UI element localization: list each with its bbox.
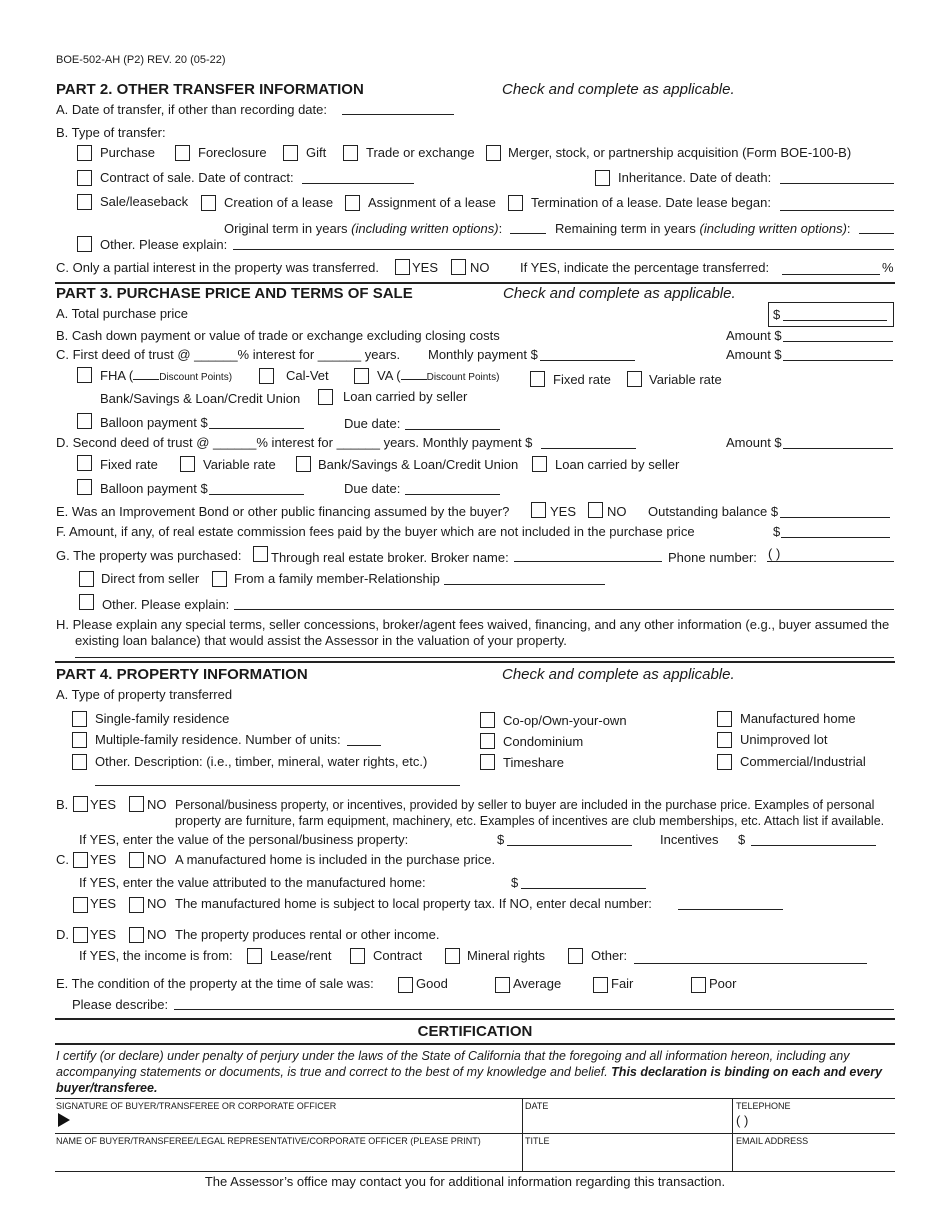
part4-e-label: E. The condition of the property at the time of sale was: <box>56 976 374 991</box>
email-field[interactable] <box>736 1149 892 1169</box>
second-amount-field[interactable] <box>783 448 893 449</box>
section-divider <box>55 1018 895 1020</box>
timeshare-label: Timeshare <box>503 755 564 770</box>
assignment-lease-label: Assignment of a lease <box>368 195 496 210</box>
c2-no-checkbox[interactable] <box>129 897 144 913</box>
fair-label: Fair <box>611 976 634 991</box>
poor-label: Poor <box>709 976 737 991</box>
contract-income-label: Contract <box>373 948 423 963</box>
b-yes-label: YES <box>90 797 117 812</box>
broker-name-field[interactable] <box>514 561 662 562</box>
saleleaseback-checkbox[interactable] <box>77 194 92 210</box>
first-monthly-field[interactable] <box>540 360 635 361</box>
direct-seller-label: Direct from seller <box>101 571 200 586</box>
commission-field[interactable] <box>781 537 890 538</box>
inheritance-label: Inheritance. Date of death: <box>618 170 772 185</box>
partial-yes-checkbox[interactable] <box>395 259 410 275</box>
date-field[interactable] <box>525 1112 725 1130</box>
part2-title: PART 2. OTHER TRANSFER INFORMATION <box>56 81 364 98</box>
b-yes-checkbox[interactable] <box>73 796 88 812</box>
trade-checkbox[interactable] <box>343 145 358 161</box>
signature-label: SIGNATURE OF BUYER/TRANSFEREE OR CORPORATE OFFICER <box>56 1101 337 1111</box>
part4-note: Check and complete as applicable. <box>502 666 735 683</box>
table-divider <box>522 1099 523 1171</box>
cash-down-amount-field[interactable] <box>783 341 893 342</box>
direct-seller-checkbox[interactable] <box>79 571 94 587</box>
bank-2-checkbox[interactable] <box>296 456 311 472</box>
fixed-rate-2-label: Fixed rate <box>100 457 158 472</box>
percent-sign: % <box>882 260 894 275</box>
contract-checkbox[interactable] <box>77 170 92 186</box>
variable-rate-2-label: Variable rate <box>203 457 276 472</box>
gift-checkbox[interactable] <box>283 145 298 161</box>
due-2-field[interactable] <box>405 494 500 495</box>
title-label: TITLE <box>525 1136 550 1146</box>
first-amount-field[interactable] <box>783 360 893 361</box>
condo-checkbox[interactable] <box>480 733 495 749</box>
other-property-field[interactable] <box>95 785 460 786</box>
calvet-label: Cal-Vet <box>286 368 329 383</box>
c-no-label: NO <box>147 852 167 867</box>
b-no-checkbox[interactable] <box>129 796 144 812</box>
single-family-checkbox[interactable] <box>72 711 87 727</box>
bond-no-label: NO <box>607 504 627 519</box>
bank-2-label: Bank/Savings & Loan/Credit Union <box>318 457 519 472</box>
unimproved-checkbox[interactable] <box>717 732 732 748</box>
partial-no-label: NO <box>470 260 490 275</box>
gift-label: Gift <box>306 145 327 160</box>
va-checkbox[interactable] <box>354 368 369 384</box>
balloon-1-label: Balloon payment $ <box>100 415 208 430</box>
table-rule <box>55 1133 895 1134</box>
section-divider <box>55 282 895 284</box>
d-yes-checkbox[interactable] <box>73 927 88 943</box>
other-transfer-label: Other. Please explain: <box>100 237 228 252</box>
section-divider <box>55 1043 895 1045</box>
describe-field[interactable] <box>174 1009 894 1010</box>
outstanding-label: Outstanding balance $ <box>648 504 779 519</box>
seller-carried-2-label: Loan carried by seller <box>555 457 680 472</box>
foreclosure-checkbox[interactable] <box>175 145 190 161</box>
commercial-checkbox[interactable] <box>717 754 732 770</box>
original-term-field[interactable] <box>510 233 546 234</box>
seller-carried-1-checkbox[interactable] <box>318 389 333 405</box>
commission-dollar: $ <box>773 524 781 539</box>
part2-note: Check and complete as applicable. <box>502 81 735 98</box>
partial-pct-label: If YES, indicate the percentage transferred: <box>520 260 770 275</box>
telephone-paren: ( ) <box>736 1113 749 1128</box>
part3-d-label: D. Second deed of trust @ ______% interest for ______ years. Monthly payment $ <box>56 435 533 450</box>
family-checkbox[interactable] <box>212 571 227 587</box>
balloon-1-field[interactable] <box>209 428 304 429</box>
part2-a-label: A. Date of transfer, if other than recording date: <box>56 102 327 117</box>
other-income-field[interactable] <box>634 963 867 964</box>
variable-rate-1-label: Variable rate <box>649 372 722 387</box>
second-monthly-field[interactable] <box>541 448 636 449</box>
telephone-field[interactable] <box>800 1112 892 1130</box>
bank-1-label: Bank/Savings & Loan/Credit Union <box>100 391 301 406</box>
date-label: DATE <box>525 1101 549 1111</box>
c-yes-checkbox[interactable] <box>73 852 88 868</box>
part2-c-label: C. Only a partial interest in the property was transferred. <box>56 260 379 275</box>
single-family-label: Single-family residence <box>95 711 230 726</box>
fair-checkbox[interactable] <box>593 977 608 993</box>
part3-h-line1: H. Please explain any special terms, seller concessions, broker/agent fees waived, financing, and any other information (e.g., buyer assumed the <box>56 617 890 632</box>
purchase-checkbox[interactable] <box>77 145 92 161</box>
manufactured-checkbox[interactable] <box>717 711 732 727</box>
partial-yes-label: YES <box>412 260 439 275</box>
c2-yes-checkbox[interactable] <box>73 897 88 913</box>
trade-label: Trade or exchange <box>366 145 475 160</box>
average-label: Average <box>513 976 562 991</box>
other-income-label: Other: <box>591 948 628 963</box>
second-amount-label: Amount $ <box>726 435 782 450</box>
other-purchase-checkbox[interactable] <box>79 594 94 610</box>
phone-field[interactable] <box>767 561 894 562</box>
relationship-field[interactable] <box>444 584 605 585</box>
good-label: Good <box>416 976 448 991</box>
part4-b-line1: Personal/business property, or incentives, provided by seller to buyer are included in the purchase price. Examples of personal <box>175 798 875 812</box>
fixed-rate-1-label: Fixed rate <box>553 372 611 387</box>
title-field[interactable] <box>525 1149 725 1169</box>
va-label: VA ( Discount Points) <box>377 368 500 383</box>
other-purchase-label: Other. Please explain: <box>102 597 230 612</box>
multi-family-label: Multiple-family residence. Number of units: <box>95 732 341 747</box>
c-yes-label: YES <box>90 852 117 867</box>
outstanding-field[interactable] <box>780 517 890 518</box>
phone-label: Phone number: <box>668 550 757 565</box>
b-no-label: NO <box>147 797 167 812</box>
transfer-date-field[interactable] <box>342 114 454 115</box>
cash-down-amount-label: Amount $ <box>726 328 782 343</box>
assignment-lease-checkbox[interactable] <box>345 195 360 211</box>
balloon-2-checkbox[interactable] <box>77 479 92 495</box>
personal-dollar: $ <box>497 832 505 847</box>
part3-a-label: A. Total purchase price <box>56 306 188 321</box>
incentives-field[interactable] <box>751 845 876 846</box>
form-id: BOE-502-AH (P2) REV. 20 (05-22) <box>56 54 226 66</box>
due-1-label: Due date: <box>344 416 401 431</box>
other-income-checkbox[interactable] <box>568 948 583 964</box>
variable-rate-2-checkbox[interactable] <box>180 456 195 472</box>
manufactured-label: Manufactured home <box>740 711 856 726</box>
special-terms-field[interactable] <box>75 657 894 658</box>
table-rule <box>55 1171 895 1172</box>
incentives-label: Incentives <box>660 832 719 847</box>
lease-rent-label: Lease/rent <box>270 948 332 963</box>
section-divider <box>55 661 895 663</box>
decal-number-field[interactable] <box>678 909 783 910</box>
part3-note: Check and complete as applicable. <box>503 285 736 302</box>
other-transfer-field[interactable] <box>233 249 894 250</box>
other-transfer-checkbox[interactable] <box>77 236 92 252</box>
d-no-label: NO <box>147 927 167 942</box>
part4-c-letter: C. <box>56 852 69 867</box>
balloon-1-checkbox[interactable] <box>77 413 92 429</box>
units-field[interactable] <box>347 745 381 746</box>
email-label: EMAIL ADDRESS <box>736 1136 809 1146</box>
purchase-label: Purchase <box>100 145 155 160</box>
creation-lease-checkbox[interactable] <box>201 195 216 211</box>
balloon-2-label: Balloon payment $ <box>100 481 208 496</box>
fixed-rate-1-checkbox[interactable] <box>530 371 545 387</box>
termination-lease-label: Termination of a lease. Date lease began: <box>531 195 771 210</box>
part3-c-label: C. First deed of trust @ ______% interest for ______ years. <box>56 347 401 362</box>
original-term-label: Original term in years (including written options): <box>224 221 503 236</box>
coop-label: Co-op/Own-your-own <box>503 713 627 728</box>
fha-checkbox[interactable] <box>77 367 92 383</box>
part4-c-line2: If YES, enter the value attributed to the manufactured home: <box>79 875 426 890</box>
part4-b-line2: property are furniture, farm equipment, machinery, etc. Examples of incentives are club memberships, etc. Attach list if available. <box>175 814 885 828</box>
c-no-checkbox[interactable] <box>129 852 144 868</box>
part3-title: PART 3. PURCHASE PRICE AND TERMS OF SALE <box>56 285 413 302</box>
personal-value-field[interactable] <box>507 845 632 846</box>
merger-label: Merger, stock, or partnership acquisition (Form BOE-100-B) <box>508 145 852 160</box>
death-date-field[interactable] <box>780 183 894 184</box>
merger-checkbox[interactable] <box>486 145 501 161</box>
timeshare-checkbox[interactable] <box>480 754 495 770</box>
partial-pct-field[interactable] <box>782 274 880 275</box>
total-price-line <box>783 320 887 321</box>
mineral-rights-label: Mineral rights <box>467 948 546 963</box>
unimproved-label: Unimproved lot <box>740 732 828 747</box>
remaining-term-field[interactable] <box>859 233 894 234</box>
c2-no-label: NO <box>147 896 167 911</box>
good-checkbox[interactable] <box>398 977 413 993</box>
other-property-checkbox[interactable] <box>72 754 87 770</box>
inheritance-checkbox[interactable] <box>595 170 610 186</box>
first-monthly-label: Monthly payment $ <box>428 347 538 362</box>
lease-began-field[interactable] <box>780 210 894 211</box>
foreclosure-label: Foreclosure <box>198 145 267 160</box>
due-2-label: Due date: <box>344 481 401 496</box>
part4-b-letter: B. <box>56 797 69 812</box>
part4-d-line1: The property produces rental or other income. <box>175 927 440 942</box>
certification-title: CERTIFICATION <box>417 1023 533 1040</box>
table-divider <box>732 1099 733 1171</box>
multi-family-checkbox[interactable] <box>72 732 87 748</box>
poor-checkbox[interactable] <box>691 977 706 993</box>
c2-yes-label: YES <box>90 896 117 911</box>
broker-label: Through real estate broker. Broker name: <box>271 550 509 565</box>
calvet-checkbox[interactable] <box>259 368 274 384</box>
part4-d-letter: D. <box>56 927 69 942</box>
seller-carried-1-label: Loan carried by seller <box>343 389 468 404</box>
lease-rent-checkbox[interactable] <box>247 948 262 964</box>
first-amount-label: Amount $ <box>726 347 782 362</box>
bond-yes-checkbox[interactable] <box>531 502 546 518</box>
remaining-term-label: Remaining term in years (including written options): <box>555 221 851 236</box>
certification-text: I certify (or declare) under penalty of perjury under the laws of the State of California that the foregoing and all information hereon, including any accompanying statements or documents, is true and correct to the best of my knowledge and belief. This declaration is binding on each and every buyer/transferee. <box>56 1049 883 1095</box>
average-checkbox[interactable] <box>495 977 510 993</box>
part3-b-label: B. Cash down payment or value of trade or exchange excluding closing costs <box>56 328 500 343</box>
part4-a-label: A. Type of property transferred <box>56 687 233 702</box>
signature-field[interactable] <box>76 1112 516 1130</box>
manufactured-value-field[interactable] <box>521 888 646 889</box>
contract-date-field[interactable] <box>302 183 414 184</box>
partial-no-checkbox[interactable] <box>451 259 466 275</box>
part4-c-line3: The manufactured home is subject to local property tax. If NO, enter decal number: <box>175 896 652 911</box>
manufactured-dollar: $ <box>511 875 519 890</box>
name-label: NAME OF BUYER/TRANSFEREE/LEGAL REPRESENTATIVE/CORPORATE OFFICER (PLEASE PRINT) <box>56 1136 481 1146</box>
mineral-rights-checkbox[interactable] <box>445 948 460 964</box>
phone-paren: ( ) <box>768 546 781 561</box>
part4-b-line3: If YES, enter the value of the personal/business property: <box>79 832 409 847</box>
termination-lease-checkbox[interactable] <box>508 195 523 211</box>
part3-e-label: E. Was an Improvement Bond or other public financing assumed by the buyer? <box>56 504 510 519</box>
broker-checkbox[interactable] <box>253 546 268 562</box>
footer-note: The Assessor’s office may contact you for additional information regarding this transaction. <box>204 1174 726 1189</box>
part2-b-label: B. Type of transfer: <box>56 125 166 140</box>
other-purchase-field[interactable] <box>234 609 894 610</box>
name-field[interactable] <box>56 1149 516 1169</box>
contract-label: Contract of sale. Date of contract: <box>100 170 294 185</box>
table-rule <box>55 1098 895 1099</box>
bond-yes-label: YES <box>550 504 577 519</box>
part4-d-line2: If YES, the income is from: <box>79 948 233 963</box>
fha-label: FHA ( Discount Points) <box>100 368 233 383</box>
total-price-dollar: $ <box>773 307 781 322</box>
variable-rate-1-checkbox[interactable] <box>627 371 642 387</box>
contract-income-checkbox[interactable] <box>350 948 365 964</box>
fixed-rate-2-checkbox[interactable] <box>77 455 92 471</box>
telephone-label: TELEPHONE <box>736 1101 791 1111</box>
part4-title: PART 4. PROPERTY INFORMATION <box>56 666 308 683</box>
balloon-2-field[interactable] <box>209 494 304 495</box>
part3-h-line2: existing loan balance) that would assist the Assessor in the valuation of your property. <box>75 633 567 648</box>
total-price-box[interactable] <box>768 302 894 327</box>
due-1-field[interactable] <box>405 429 500 430</box>
seller-carried-2-checkbox[interactable] <box>532 456 547 472</box>
coop-checkbox[interactable] <box>480 712 495 728</box>
part3-f-label: F. Amount, if any, of real estate commission fees paid by the buyer which are not included in the purchase price <box>56 524 695 539</box>
other-property-label: Other. Description: (i.e., timber, mineral, water rights, etc.) <box>95 754 428 769</box>
describe-label: Please describe: <box>72 997 169 1012</box>
bond-no-checkbox[interactable] <box>588 502 603 518</box>
creation-lease-label: Creation of a lease <box>224 195 334 210</box>
condo-label: Condominium <box>503 734 584 749</box>
d-yes-label: YES <box>90 927 117 942</box>
family-label: From a family member-Relationship <box>234 571 440 586</box>
saleleaseback-label: Sale/leaseback <box>100 194 189 209</box>
part4-c-line1: A manufactured home is included in the purchase price. <box>175 852 496 867</box>
incentives-dollar: $ <box>738 832 746 847</box>
part3-g-label: G. The property was purchased: <box>56 548 242 563</box>
d-no-checkbox[interactable] <box>129 927 144 943</box>
commercial-label: Commercial/Industrial <box>740 754 866 769</box>
arrow-icon <box>58 1113 70 1127</box>
